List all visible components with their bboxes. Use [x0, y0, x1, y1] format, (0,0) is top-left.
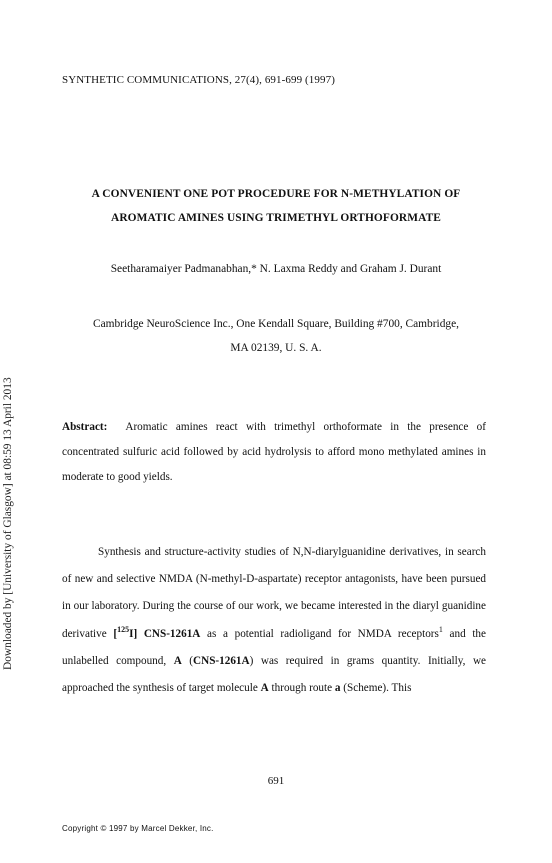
article-title-line-1: A CONVENIENT ONE POT PROCEDURE FOR N-METHYLATION OF: [91, 188, 461, 200]
body-text: [62, 539, 486, 702]
reference-superscript: 1: [438, 624, 443, 634]
compound-label-a: A: [260, 682, 269, 695]
body-text-segment: Synthesis and structure-activity studies of N,N-diarylguanidine derivatives, in search of new and selective NMDA (N-methyl-D-aspartate) receptor antagonists, have been pursued in our laboratory. During the course of our work, we became interested in the diaryl guanidine derivative: [62, 546, 486, 640]
affiliation-line-2: MA 02139, U. S. A.: [230, 342, 322, 354]
page-number: 691: [267, 775, 285, 787]
compound-code: CNS-1261A: [193, 654, 250, 667]
body-text-segment: (Scheme). This: [340, 682, 412, 695]
abstract-text: Aromatic amines react with trimethyl orthoformate in the presence of concentrated sulfuric acid followed by acid hydrolysis to afford mono methylated amines in moderate to good yields.: [62, 421, 486, 483]
author-list: Seetharamaiyer Padmanabhan,* N. Laxma Reddy and Graham J. Durant: [110, 263, 442, 275]
affiliation-line-1: Cambridge NeuroScience Inc., One Kendall Square, Building #700, Cambridge,: [93, 318, 459, 330]
body-text-segment: ) was required in grams quantity. Initially, we approached the synthesis of target molecule: [62, 654, 487, 695]
isotope-compound: [113, 624, 201, 640]
download-watermark: Downloaded by [University of Glasgow] at 08:59 13 April 2013: [2, 377, 14, 670]
abstract: [62, 415, 486, 490]
body-text-segment: and the unlabelled compound,: [62, 627, 486, 667]
compound-label-a: A: [173, 654, 182, 667]
abstract-label: Abstract:: [62, 421, 108, 433]
route-label: a: [334, 682, 341, 695]
compound-name: I] CNS-1261A: [129, 627, 201, 640]
body-text-segment: as a potential radioligand for NMDA receptors: [200, 627, 439, 640]
article-title-line-2: AROMATIC AMINES USING TRIMETHYL ORTHOFORMATE: [111, 212, 441, 224]
bracket-open: [: [113, 627, 118, 640]
isotope-superscript: 125: [117, 624, 130, 634]
journal-citation: SYNTHETIC COMMUNICATIONS, 27(4), 691-699 (1997): [62, 74, 335, 86]
body-text-segment: through route: [268, 682, 335, 695]
copyright-notice: Copyright © 1997 by Marcel Dekker, Inc.: [62, 824, 214, 833]
body-paragraph: [62, 539, 486, 702]
body-text-segment: (: [181, 654, 194, 667]
